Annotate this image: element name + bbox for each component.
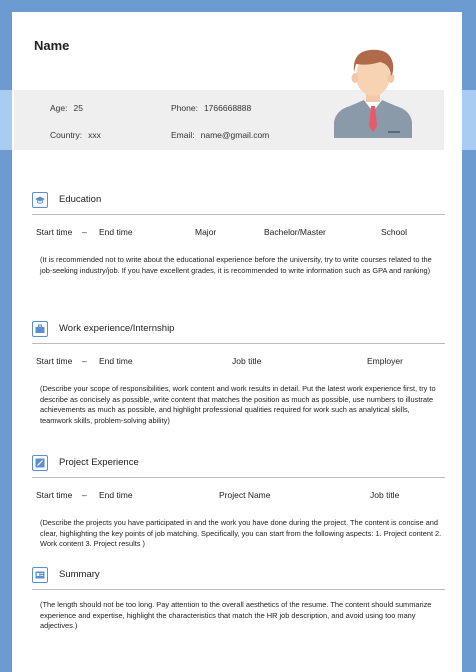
project-description: (Describe the projects you have participated in and the work you have done during the project. The content is concise and clear, highlighting the key points of job matching. Specifically, you can start from the following aspects: 1. Project content 2. Work content 3. Project results ) (40, 518, 442, 548)
age-row (50, 103, 83, 113)
avatar (330, 42, 416, 138)
work-description: (Describe your scope of responsibilities, work content and work results in detail. Put the latest work experience first, try to describe as concisely as possible, write content that matches the position as much as possible, use numbers to illustrate achievements as much as possible, and highlight professional qualities required for work such as analytical skills, teamwork skills, problem-solving ability) (40, 384, 436, 425)
project-fields-row (32, 490, 445, 504)
education-header (32, 190, 445, 215)
project-header (32, 453, 445, 478)
education-degree: Bachelor/Master (264, 227, 326, 237)
summary-section (32, 565, 445, 632)
education-title: Education (59, 194, 102, 205)
education-description: (It is recommended not to write about the educational experience before the university, try to write courses related to the job-seeking industry/job. If you have excellent grades, it is recommended to write information such as GPA and ranking) (40, 255, 432, 275)
work-start: Start time (36, 356, 73, 366)
phone-label: Phone: (171, 103, 198, 113)
graduation-cap-icon (32, 192, 48, 208)
education-section (32, 190, 445, 276)
work-fields-row (32, 356, 445, 370)
resume-page (12, 12, 462, 672)
email-row (171, 130, 269, 140)
project-section (32, 453, 445, 550)
work-section (32, 319, 445, 426)
email-label: Email: (171, 130, 195, 140)
summary-description: (The length should not be too long. Pay attention to the overall aesthetics of the resume. The content should summarize experience and expertise, highlight the characteristics that match the HR job description, and avoid using too many adjectives.) (40, 600, 432, 630)
age-value: 25 (73, 103, 83, 113)
briefcase-icon (32, 321, 48, 337)
education-end: End time (99, 227, 133, 237)
project-job-title: Job title (370, 490, 400, 500)
work-end: End time (99, 356, 133, 366)
right-accent-tab (462, 90, 476, 150)
phone-value: 1766668888 (203, 103, 252, 113)
education-start: Start time (36, 227, 73, 237)
phone-row (171, 103, 251, 113)
education-school: School (381, 227, 407, 237)
id-card-icon (32, 567, 48, 583)
country-row (50, 130, 101, 140)
project-start: Start time (36, 490, 73, 500)
project-title: Project Experience (59, 457, 139, 468)
project-end: End time (99, 490, 133, 500)
candidate-name: Name (34, 38, 70, 53)
summary-header (32, 565, 445, 590)
work-title: Work experience/Internship (59, 323, 175, 334)
work-job-title: Job title (232, 356, 262, 366)
email-value: name@gmail.com (200, 130, 270, 140)
education-fields-row (32, 227, 445, 241)
education-major: Major (195, 227, 217, 237)
edit-icon (32, 455, 48, 471)
work-header (32, 319, 445, 344)
work-dash: – (82, 356, 87, 366)
country-value: xxx (88, 130, 101, 140)
summary-title: Summary (59, 569, 100, 580)
work-employer: Employer (367, 356, 403, 366)
country-label: Country: (50, 130, 83, 140)
project-name: Project Name (219, 490, 271, 500)
education-dash: – (82, 227, 87, 237)
age-label: Age: (50, 103, 68, 113)
project-dash: – (82, 490, 87, 500)
